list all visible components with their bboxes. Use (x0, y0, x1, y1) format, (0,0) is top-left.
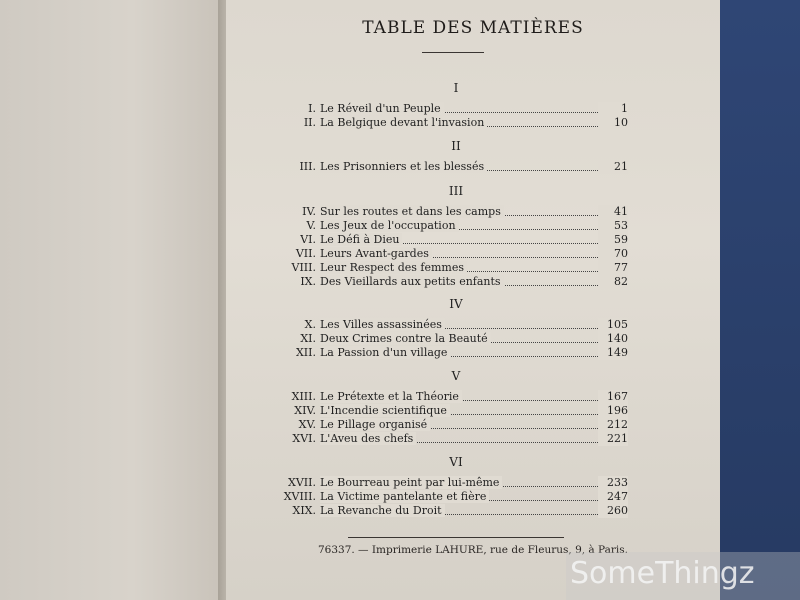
chapter-title: Les Jeux de l'occupation (320, 219, 459, 232)
chapter-title: La Belgique devant l'invasion (320, 116, 487, 129)
chapter-title: Le Défi à Dieu (320, 233, 402, 246)
page-number: 140 (598, 332, 628, 346)
chapter-number: XIX. (292, 504, 316, 517)
toc-entry (270, 219, 628, 233)
chapter-number: XIII. (291, 390, 316, 403)
chapter-title: Des Vieillards aux petits enfants (320, 275, 504, 288)
toc-entry (270, 247, 628, 261)
toc-entry (270, 261, 628, 275)
background-cloth (720, 0, 800, 600)
page-number: 41 (598, 205, 628, 219)
chapter-title: Leurs Avant-gardes (320, 247, 432, 260)
chapter-title: L'Incendie scientifique (320, 404, 450, 417)
chapter-number: XVIII. (283, 490, 316, 503)
page-number: 70 (598, 247, 628, 261)
chapter-number: IX. (300, 275, 316, 288)
page-number: 221 (598, 432, 628, 446)
chapter-number: XI. (300, 332, 316, 345)
page-number: 105 (598, 318, 628, 332)
page-number: 53 (598, 219, 628, 233)
left-page (0, 0, 222, 600)
page-number: 260 (598, 504, 628, 518)
page-number: 77 (598, 261, 628, 275)
footer-rule (348, 537, 564, 538)
toc-entry (270, 275, 628, 289)
chapter-title: Le Prétexte et la Théorie (320, 390, 462, 403)
page-number: 59 (598, 233, 628, 247)
page-number: 10 (598, 116, 628, 130)
page-number: 149 (598, 346, 628, 360)
printer-imprint: 76337. — Imprimerie LAHURE, rue de Fleurus, 9, à Paris. (317, 544, 628, 556)
chapter-number: IV. (302, 205, 316, 218)
page-number: 233 (598, 476, 628, 490)
section-heading: II (451, 139, 461, 153)
chapter-number: XVI. (292, 432, 316, 445)
chapter-title: La Revanche du Droit (320, 504, 445, 517)
section-heading: IV (449, 297, 463, 311)
toc-entry (270, 490, 628, 504)
toc-entry (270, 205, 628, 219)
chapter-title: La Victime pantelante et fière (320, 490, 489, 503)
section-heading: III (448, 184, 464, 198)
chapter-number: II. (303, 116, 316, 129)
section-heading: V (451, 369, 461, 383)
chapter-title: Le Pillage organisé (320, 418, 430, 431)
page-number: 21 (598, 160, 628, 174)
section-heading: VI (449, 455, 463, 469)
page-number: 212 (598, 418, 628, 432)
chapter-number: VIII. (291, 261, 316, 274)
page-number: 82 (598, 275, 628, 289)
section-heading: I (453, 81, 459, 95)
toc-entry (270, 504, 628, 518)
chapter-number: XII. (295, 346, 316, 359)
toc-entry (270, 160, 628, 174)
chapter-title: Les Prisonniers et les blessés (320, 160, 487, 173)
chapter-title: Les Villes assassinées (320, 318, 445, 331)
toc-entry (270, 102, 628, 116)
chapter-title: L'Aveu des chefs (320, 432, 416, 445)
chapter-title: Deux Crimes contre la Beauté (320, 332, 491, 345)
page-number: 196 (598, 404, 628, 418)
toc-entry (270, 404, 628, 418)
toc-entry (270, 116, 628, 130)
toc-entry (270, 233, 628, 247)
chapter-number: VI. (300, 233, 316, 246)
chapter-title: Le Réveil d'un Peuple (320, 102, 444, 115)
chapter-number: XVII. (288, 476, 316, 489)
toc-entry (270, 476, 628, 490)
chapter-number: V. (306, 219, 316, 232)
toc-entry (270, 332, 628, 346)
page-number: 247 (598, 490, 628, 504)
chapter-number: X. (304, 318, 316, 331)
title-rule (422, 52, 484, 53)
page-title: TABLE DES MATIÈRES (362, 18, 584, 38)
toc-entry (270, 418, 628, 432)
page-number: 1 (598, 102, 628, 116)
toc-entry (270, 432, 628, 446)
toc-entry (270, 346, 628, 360)
chapter-number: III. (299, 160, 316, 173)
chapter-number: XIV. (294, 404, 316, 417)
page-number: 167 (598, 390, 628, 404)
watermark-text: SomeThingz (570, 556, 755, 591)
chapter-title: Leur Respect des femmes (320, 261, 467, 274)
chapter-title: Sur les routes et dans les camps (320, 205, 504, 218)
toc-entry (270, 390, 628, 404)
chapter-number: XV. (298, 418, 316, 431)
chapter-title: Le Bourreau peint par lui-même (320, 476, 502, 489)
chapter-number: VII. (295, 247, 316, 260)
chapter-title: La Passion d'un village (320, 346, 450, 359)
chapter-number: I. (308, 102, 316, 115)
toc-entry (270, 318, 628, 332)
